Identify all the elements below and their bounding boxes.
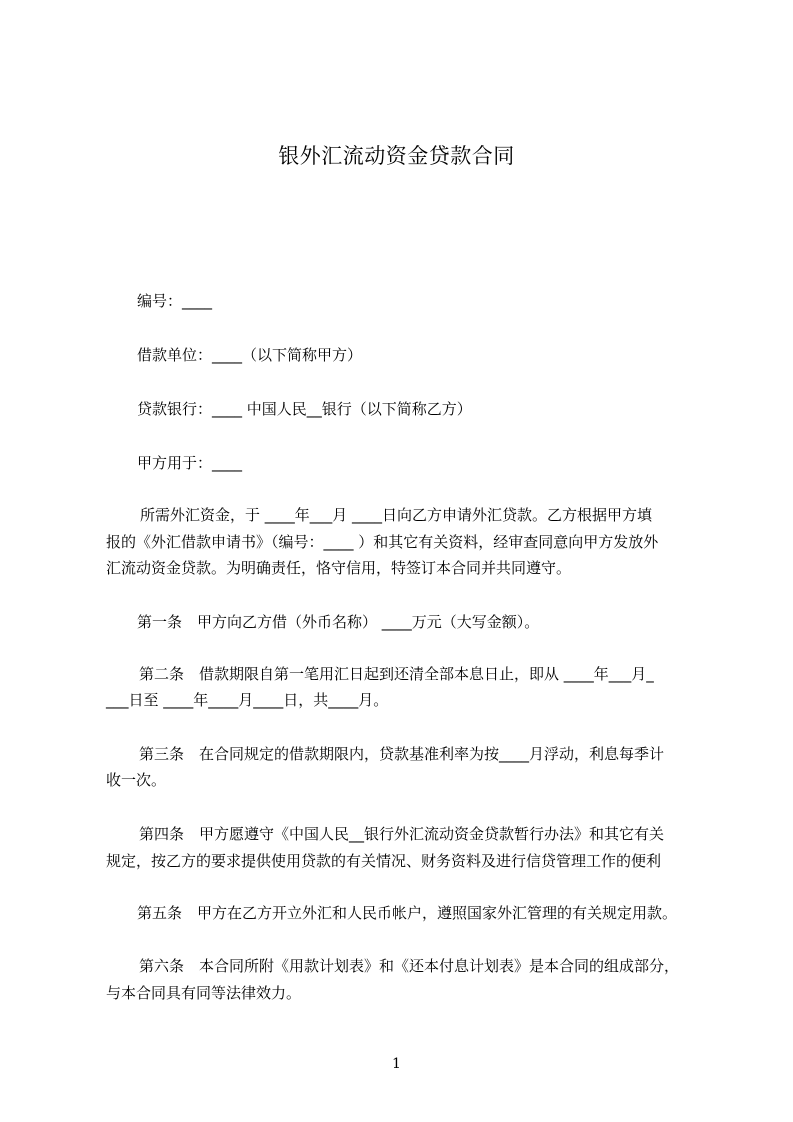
intro-line: 汇流动资金贷款。为明确责任，恪守信用，特签订本合同并共同遵守。 bbox=[106, 559, 572, 577]
article-line: 第一条 甲方向乙方借（外币名称） ____万元（大写金额）。 bbox=[137, 613, 540, 631]
page-number: 1 bbox=[392, 1056, 401, 1072]
article-line: ___日至 ____年____月____日，共____月。 bbox=[106, 691, 389, 709]
article-line: 第二条 借款期限自第一笔用汇日起到还清全部本息日止，即从 ____年___月_ bbox=[139, 665, 654, 683]
article-line: 规定，按乙方的要求提供使用贷款的有关情况、财务资料及进行信贷管理工作的便利 bbox=[106, 852, 662, 870]
article-line: 第四条 甲方愿遵守《中国人民__银行外汇流动资金贷款暂行办法》和其它有关 bbox=[139, 825, 665, 843]
intro-line: 报的《外汇借款申请书》（编号：____ ）和其它有关资料，经审查同意向甲方发放外 bbox=[106, 533, 659, 551]
intro-line: 所需外汇资金，于 ____年___月 ____日向乙方申请外汇贷款。乙方根据甲方填 bbox=[140, 506, 653, 524]
borrower-line: 借款单位：____（以下简称甲方） bbox=[137, 346, 363, 364]
article-line: 第五条 甲方在乙方开立外汇和人民币帐户，遵照国家外汇管理的有关规定用款。 bbox=[137, 904, 678, 922]
article-line: 收一次。 bbox=[106, 771, 167, 789]
purpose-line: 甲方用于：____ bbox=[137, 454, 243, 472]
article-line: 第六条 本合同所附《用款计划表》和《还本付息计划表》是本合同的组成部分， bbox=[139, 957, 680, 975]
article-line: 与本合同具有同等法律效力。 bbox=[106, 984, 302, 1002]
contract-number-line: 编号：____ bbox=[137, 292, 213, 310]
article-line: 第三条 在合同规定的借款期限内，贷款基准利率为按____月浮动，利息每季计 bbox=[139, 745, 665, 763]
lender-bank-line: 贷款银行：____ 中国人民__银行（以下简称乙方） bbox=[137, 400, 472, 418]
document-title: 银外汇流动资金贷款合同 bbox=[278, 144, 515, 168]
